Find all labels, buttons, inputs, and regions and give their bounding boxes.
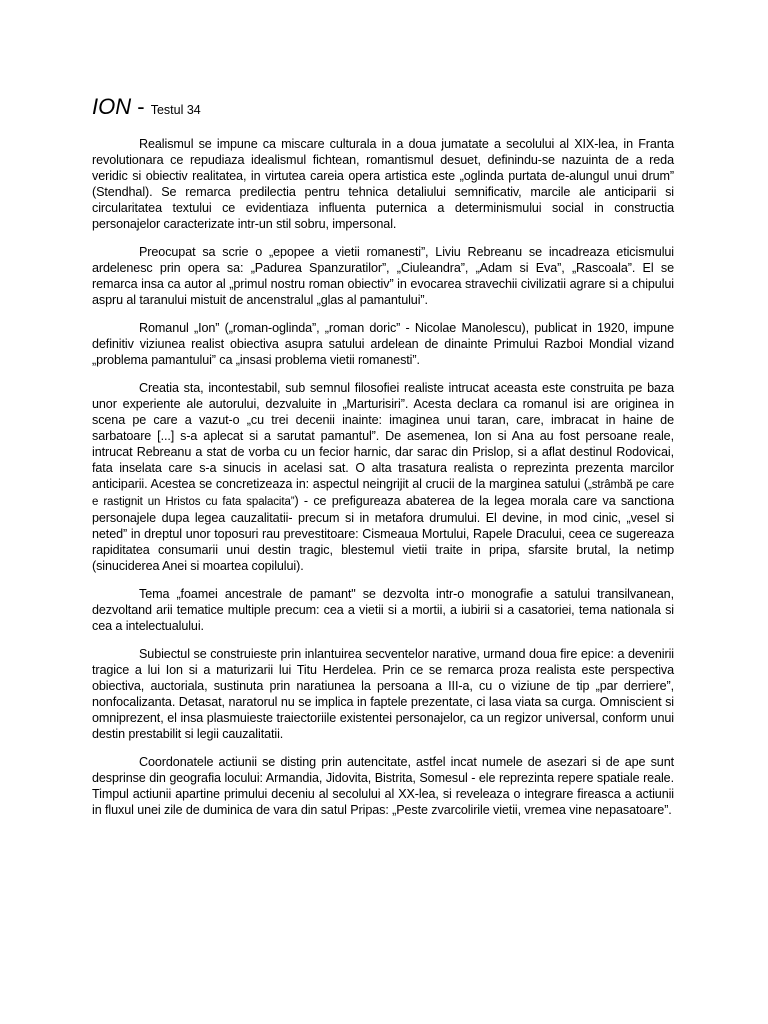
paragraph-creation [92,380,674,574]
paragraph-realism: Realismul se impune ca miscare culturala in a doua jumatate a secolului al XIX-lea, in Franta revolutionara ce repudiaza idealismul fichtean, romantismul desuet, definindu-se nazuinta de a reda veridic si obiectiv realitatea, in virtutea careia opera artistica este „oglinda purtata de-alungul unui drum” (Stendhal). Se remarca predilectia pentru tehnica detaliului semnificativ, marcile ale anticiparii si circularitatea textului ce evidentiaza influenta puternica a determinismului social in constructia personajelor caracterizate intr-un stil sobru, impersonal. [92,137,674,231]
paragraph-creation-part-1: Creatia sta, incontestabil, sub semnul filosofiei realiste intrucat aceasta este construita pe baza unor experiente ale autorului, dezvaluite in „Marturisiri”. Acesta declara ca romanul isi are originea in scena pe care a vazut-o „cu trei decenii inainte: imaginea unui taran, care, imbracat in haine de sarbatoare [...] s-a aplecat si a sarutat pamantul”. De asemenea, Ion si Ana au fost persoane reale, intrucat Rebreanu a stat de vorba cu un fecior harnic, dar sarac din Prislop, si a aflat destinul Rodovicai, fata inselata care s-a sinucis in acelasi sat. O alta trasatura realista o reprezinta prezenta marcilor anticiparii. Acestea se concretizeaza in: aspectul neingrijit al crucii de la marginea satului ( [92,381,674,491]
title-separator: - [131,94,151,119]
paragraph-theme: Tema „foamei ancestrale de pamant" se dezvolta intr-o monografie a satului transilvanean, dezvoltand arii tematice multiple precum: cea a vietii si a mortii, a iubirii si a casatoriei, tema nationala si cea a intelectualului. [92,587,674,633]
paragraph-novel-ion: Romanul „Ion” („roman-oglinda”, „roman doric” - Nicolae Manolescu), publicat in 1920, impune definitiv viziunea realist obiectiva asupra satului ardelean de dinainte Primului Razboi Mondial vizand „problema pamantului” ca „insasi problema vietii romanesti”. [92,321,674,367]
paragraph-creation-quote: „strâmbă pe care e rastignit un Hristos cu fata spalacita” [92,479,674,508]
paragraph-coordinates: Coordonatele actiunii se disting prin autencitate, astfel incat numele de asezari si de ape sunt desprinse din geografia locului: Armandia, Jidovita, Bistrita, Somesul - ele reprezinta repere spatiale reale. Timpul actiunii apartine primului deceniu al secolului al XX-lea, si reveleaza o integrare fireasca a actiunii in fluxul unei zile de duminica de vara din satul Pripas: „Peste zvarcolirile vietii, vremea vine nepasatoare”. [92,755,674,817]
paragraph-rebreanu: Preocupat sa scrie o „epopee a vietii romanesti”, Liviu Rebreanu se incadreaza eticismului ardelenesc prin opera sa: „Padurea Spanzuratilor”, „Ciuleandra”, „Adam si Eva”, „Rascoala”. El se remarca insa ca autor al „primul nostru roman obiectiv” in evocarea stravechii civilizatii agrare si a chipului aspru al taranului mistuit de ancenstralul „glas al pamantului”. [92,245,674,307]
title-main: ION [92,94,132,119]
paragraph-creation-part-2: ) - ce prefigureaza abaterea de la legea morala care va sanctiona personajele dupa legea cauzalitatii- precum si in metafora drumului. El devine, in mod cinic, „vesel si neted” in dreptul unor toposuri rau prevestitoare: Cismeaua Mortului, Rapele Dracului, ceea ce sugereaza rapiditatea consumarii unui destin tragic, blestemul vietii traite in pripa, sfarsite brutal, la netimp (sinuciderea Anei si moartea copilului). [92,494,674,573]
title-subtitle: Testul 34 [150,103,201,117]
paragraph-subject: Subiectul se construieste prin inlantuirea secventelor narative, urmand doua fire epice: a devenirii tragice a lui Ion si a maturizarii lui Titu Herdelea. Prin ce se remarca proza realista este perspectiva obiectiva, auctoriala, sustinuta prin naratiunea la persoana a III-a, cu o viziune de tip „par derriere”, nonfocalizanta. Detasat, naratorul nu se implica in faptele prezentate, ci lasa viata sa curga. Omniscient si omniprezent, el insa plasmuieste traiectoriile existentei personajelor, ca un regizor universal, conform unui destin prestabilit si legii cauzalitatii. [92,647,674,741]
document-title [92,88,674,125]
document-page [92,88,674,830]
